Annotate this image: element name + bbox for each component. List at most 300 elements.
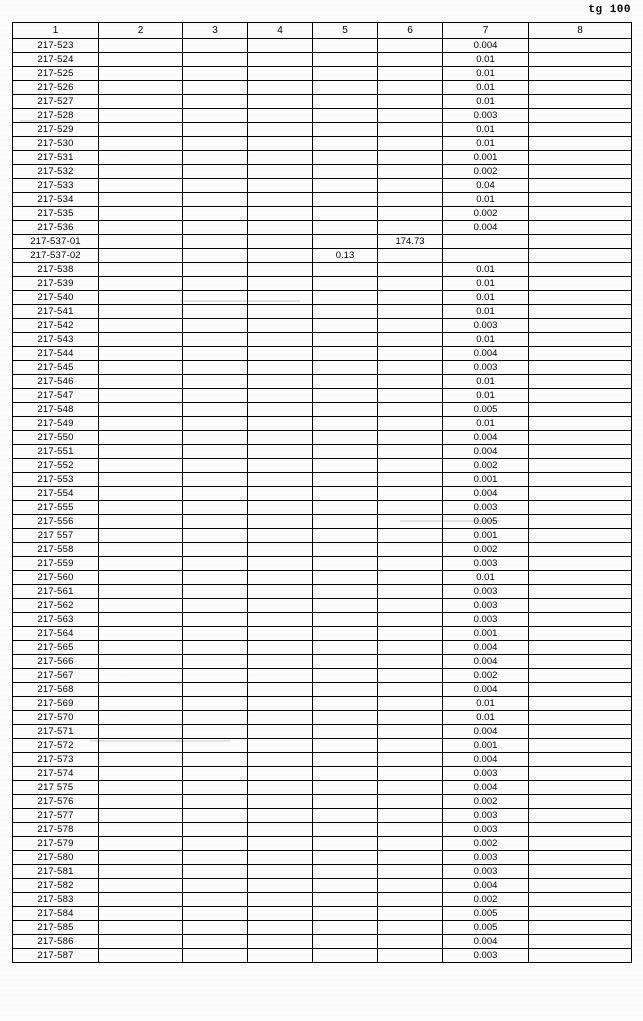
row-value-cell-5 bbox=[313, 865, 378, 879]
row-value-cell-4 bbox=[248, 277, 313, 291]
row-value-cell-7: 0.01 bbox=[443, 571, 529, 585]
row-value-cell-6 bbox=[378, 893, 443, 907]
table-row bbox=[13, 221, 632, 235]
row-value-cell-7: 0.005 bbox=[443, 921, 529, 935]
row-value-cell-4 bbox=[248, 473, 313, 487]
column-header-6: 6 bbox=[378, 23, 443, 39]
row-value-cell-4 bbox=[248, 907, 313, 921]
row-value-cell-8 bbox=[529, 95, 632, 109]
row-code-cell: 217-571 bbox=[13, 725, 99, 739]
row-value-cell-7: 0.003 bbox=[443, 599, 529, 613]
row-value-cell-8 bbox=[529, 431, 632, 445]
row-value-cell-3 bbox=[183, 67, 248, 81]
row-value-cell-2 bbox=[99, 487, 183, 501]
row-value-cell-8 bbox=[529, 641, 632, 655]
table-row bbox=[13, 837, 632, 851]
row-value-cell-2 bbox=[99, 529, 183, 543]
row-value-cell-8 bbox=[529, 851, 632, 865]
row-code-cell: 217-569 bbox=[13, 697, 99, 711]
row-value-cell-4 bbox=[248, 683, 313, 697]
row-code-cell: 217-565 bbox=[13, 641, 99, 655]
table-row bbox=[13, 781, 632, 795]
row-value-cell-4 bbox=[248, 851, 313, 865]
row-value-cell-4 bbox=[248, 109, 313, 123]
row-code-cell: 217-527 bbox=[13, 95, 99, 109]
row-value-cell-2 bbox=[99, 753, 183, 767]
row-value-cell-5 bbox=[313, 235, 378, 249]
row-value-cell-7: 0.004 bbox=[443, 445, 529, 459]
row-value-cell-7: 0.01 bbox=[443, 417, 529, 431]
row-value-cell-4 bbox=[248, 403, 313, 417]
row-value-cell-5 bbox=[313, 277, 378, 291]
row-value-cell-3 bbox=[183, 305, 248, 319]
row-value-cell-3 bbox=[183, 613, 248, 627]
row-value-cell-7: 0.01 bbox=[443, 123, 529, 137]
row-value-cell-2 bbox=[99, 599, 183, 613]
row-value-cell-3 bbox=[183, 81, 248, 95]
row-value-cell-8 bbox=[529, 361, 632, 375]
row-value-cell-2 bbox=[99, 515, 183, 529]
row-value-cell-8 bbox=[529, 557, 632, 571]
table-row bbox=[13, 641, 632, 655]
row-value-cell-2 bbox=[99, 333, 183, 347]
table-row bbox=[13, 529, 632, 543]
row-value-cell-8 bbox=[529, 235, 632, 249]
row-value-cell-6 bbox=[378, 361, 443, 375]
row-code-cell: 217-531 bbox=[13, 151, 99, 165]
row-value-cell-4 bbox=[248, 333, 313, 347]
row-value-cell-3 bbox=[183, 711, 248, 725]
row-value-cell-8 bbox=[529, 669, 632, 683]
row-value-cell-4 bbox=[248, 865, 313, 879]
row-value-cell-8 bbox=[529, 207, 632, 221]
row-value-cell-6 bbox=[378, 613, 443, 627]
row-value-cell-2 bbox=[99, 837, 183, 851]
row-value-cell-4 bbox=[248, 879, 313, 893]
row-value-cell-4 bbox=[248, 767, 313, 781]
row-value-cell-3 bbox=[183, 207, 248, 221]
row-value-cell-3 bbox=[183, 655, 248, 669]
row-value-cell-8 bbox=[529, 291, 632, 305]
row-value-cell-7: 0.002 bbox=[443, 837, 529, 851]
row-value-cell-7: 0.005 bbox=[443, 403, 529, 417]
row-value-cell-6 bbox=[378, 445, 443, 459]
row-value-cell-7: 0.005 bbox=[443, 907, 529, 921]
row-value-cell-3 bbox=[183, 795, 248, 809]
row-value-cell-7: 0.004 bbox=[443, 781, 529, 795]
row-value-cell-4 bbox=[248, 207, 313, 221]
row-value-cell-5 bbox=[313, 655, 378, 669]
table-body bbox=[13, 39, 632, 963]
row-value-cell-8 bbox=[529, 417, 632, 431]
row-value-cell-3 bbox=[183, 109, 248, 123]
row-value-cell-6 bbox=[378, 263, 443, 277]
table-row bbox=[13, 249, 632, 263]
row-code-cell: 217-546 bbox=[13, 375, 99, 389]
row-value-cell-4 bbox=[248, 823, 313, 837]
row-value-cell-6 bbox=[378, 683, 443, 697]
row-value-cell-4 bbox=[248, 921, 313, 935]
row-value-cell-3 bbox=[183, 823, 248, 837]
row-value-cell-7: 0.01 bbox=[443, 67, 529, 81]
row-value-cell-6 bbox=[378, 697, 443, 711]
row-value-cell-8 bbox=[529, 221, 632, 235]
row-value-cell-3 bbox=[183, 641, 248, 655]
row-value-cell-3 bbox=[183, 361, 248, 375]
row-value-cell-2 bbox=[99, 725, 183, 739]
row-value-cell-8 bbox=[529, 543, 632, 557]
row-code-cell: 217-583 bbox=[13, 893, 99, 907]
row-value-cell-2 bbox=[99, 655, 183, 669]
row-value-cell-8 bbox=[529, 67, 632, 81]
row-value-cell-8 bbox=[529, 193, 632, 207]
row-value-cell-2 bbox=[99, 795, 183, 809]
column-header-2: 2 bbox=[99, 23, 183, 39]
row-value-cell-5 bbox=[313, 459, 378, 473]
row-code-cell: 217-554 bbox=[13, 487, 99, 501]
row-value-cell-3 bbox=[183, 165, 248, 179]
row-value-cell-2 bbox=[99, 319, 183, 333]
row-value-cell-4 bbox=[248, 375, 313, 389]
table-row bbox=[13, 473, 632, 487]
row-value-cell-5 bbox=[313, 907, 378, 921]
row-value-cell-8 bbox=[529, 599, 632, 613]
row-value-cell-8 bbox=[529, 445, 632, 459]
row-value-cell-5 bbox=[313, 165, 378, 179]
row-value-cell-4 bbox=[248, 389, 313, 403]
row-code-cell: 217-578 bbox=[13, 823, 99, 837]
row-code-cell: 217-537-02 bbox=[13, 249, 99, 263]
row-value-cell-6 bbox=[378, 921, 443, 935]
row-value-cell-6 bbox=[378, 655, 443, 669]
row-value-cell-2 bbox=[99, 907, 183, 921]
row-code-cell: 217-562 bbox=[13, 599, 99, 613]
row-value-cell-2 bbox=[99, 39, 183, 53]
row-value-cell-2 bbox=[99, 865, 183, 879]
row-value-cell-7: 0.01 bbox=[443, 95, 529, 109]
table-row bbox=[13, 291, 632, 305]
row-value-cell-2 bbox=[99, 123, 183, 137]
row-value-cell-7: 0.003 bbox=[443, 361, 529, 375]
row-value-cell-2 bbox=[99, 95, 183, 109]
row-value-cell-4 bbox=[248, 753, 313, 767]
row-value-cell-5 bbox=[313, 333, 378, 347]
row-value-cell-4 bbox=[248, 711, 313, 725]
row-value-cell-3 bbox=[183, 851, 248, 865]
row-value-cell-5 bbox=[313, 347, 378, 361]
row-value-cell-5 bbox=[313, 193, 378, 207]
row-code-cell: 217-555 bbox=[13, 501, 99, 515]
table-row bbox=[13, 95, 632, 109]
row-value-cell-2 bbox=[99, 473, 183, 487]
row-value-cell-7: 0.004 bbox=[443, 221, 529, 235]
row-value-cell-2 bbox=[99, 627, 183, 641]
row-value-cell-7: 0.002 bbox=[443, 459, 529, 473]
row-value-cell-7 bbox=[443, 235, 529, 249]
table-row bbox=[13, 501, 632, 515]
row-value-cell-6 bbox=[378, 67, 443, 81]
row-value-cell-3 bbox=[183, 431, 248, 445]
row-code-cell: 217-576 bbox=[13, 795, 99, 809]
row-value-cell-5 bbox=[313, 557, 378, 571]
row-value-cell-4 bbox=[248, 151, 313, 165]
row-value-cell-7: 0.002 bbox=[443, 165, 529, 179]
row-value-cell-7: 0.002 bbox=[443, 795, 529, 809]
row-value-cell-8 bbox=[529, 753, 632, 767]
table-row bbox=[13, 865, 632, 879]
row-value-cell-2 bbox=[99, 361, 183, 375]
row-value-cell-5 bbox=[313, 669, 378, 683]
row-value-cell-5 bbox=[313, 599, 378, 613]
table-row bbox=[13, 879, 632, 893]
row-code-cell: 217-574 bbox=[13, 767, 99, 781]
row-value-cell-5 bbox=[313, 319, 378, 333]
row-value-cell-8 bbox=[529, 711, 632, 725]
row-value-cell-8 bbox=[529, 109, 632, 123]
table-row bbox=[13, 949, 632, 963]
row-value-cell-6 bbox=[378, 949, 443, 963]
row-value-cell-2 bbox=[99, 767, 183, 781]
row-value-cell-8 bbox=[529, 697, 632, 711]
row-value-cell-3 bbox=[183, 879, 248, 893]
row-value-cell-3 bbox=[183, 235, 248, 249]
row-value-cell-4 bbox=[248, 165, 313, 179]
row-code-cell: 217-580 bbox=[13, 851, 99, 865]
table-row bbox=[13, 81, 632, 95]
row-value-cell-2 bbox=[99, 305, 183, 319]
row-code-cell: 217-529 bbox=[13, 123, 99, 137]
row-value-cell-5 bbox=[313, 641, 378, 655]
row-value-cell-7: 0.002 bbox=[443, 207, 529, 221]
row-value-cell-4 bbox=[248, 893, 313, 907]
row-value-cell-6 bbox=[378, 641, 443, 655]
row-code-cell: 217-540 bbox=[13, 291, 99, 305]
row-value-cell-3 bbox=[183, 753, 248, 767]
row-value-cell-5 bbox=[313, 627, 378, 641]
row-value-cell-3 bbox=[183, 137, 248, 151]
row-value-cell-8 bbox=[529, 403, 632, 417]
row-value-cell-7: 0.01 bbox=[443, 137, 529, 151]
row-value-cell-7: 0.003 bbox=[443, 809, 529, 823]
row-value-cell-6 bbox=[378, 221, 443, 235]
row-value-cell-7: 0.004 bbox=[443, 753, 529, 767]
row-code-cell: 217-525 bbox=[13, 67, 99, 81]
row-value-cell-3 bbox=[183, 893, 248, 907]
row-value-cell-6 bbox=[378, 109, 443, 123]
row-value-cell-4 bbox=[248, 543, 313, 557]
table-row bbox=[13, 235, 632, 249]
row-value-cell-4 bbox=[248, 627, 313, 641]
row-code-cell: 217-584 bbox=[13, 907, 99, 921]
row-value-cell-2 bbox=[99, 851, 183, 865]
row-value-cell-3 bbox=[183, 375, 248, 389]
row-value-cell-7: 0.003 bbox=[443, 823, 529, 837]
row-value-cell-3 bbox=[183, 697, 248, 711]
row-code-cell: 217-530 bbox=[13, 137, 99, 151]
row-value-cell-4 bbox=[248, 347, 313, 361]
row-value-cell-8 bbox=[529, 151, 632, 165]
row-value-cell-2 bbox=[99, 81, 183, 95]
row-value-cell-7: 0.01 bbox=[443, 711, 529, 725]
row-value-cell-6 bbox=[378, 501, 443, 515]
row-value-cell-5 bbox=[313, 151, 378, 165]
table-row bbox=[13, 151, 632, 165]
row-value-cell-5 bbox=[313, 949, 378, 963]
row-code-cell: 217-559 bbox=[13, 557, 99, 571]
row-value-cell-7: 0.001 bbox=[443, 739, 529, 753]
row-code-cell: 217-552 bbox=[13, 459, 99, 473]
row-value-cell-6 bbox=[378, 165, 443, 179]
row-value-cell-6 bbox=[378, 879, 443, 893]
row-value-cell-4 bbox=[248, 641, 313, 655]
row-code-cell: 217-560 bbox=[13, 571, 99, 585]
row-value-cell-3 bbox=[183, 277, 248, 291]
row-value-cell-7: 0.005 bbox=[443, 515, 529, 529]
row-value-cell-7: 0.004 bbox=[443, 879, 529, 893]
row-value-cell-3 bbox=[183, 347, 248, 361]
row-value-cell-6 bbox=[378, 907, 443, 921]
column-header-1: 1 bbox=[13, 23, 99, 39]
row-value-cell-8 bbox=[529, 865, 632, 879]
row-value-cell-5 bbox=[313, 753, 378, 767]
row-value-cell-4 bbox=[248, 949, 313, 963]
row-value-cell-4 bbox=[248, 739, 313, 753]
row-value-cell-8 bbox=[529, 123, 632, 137]
row-value-cell-8 bbox=[529, 263, 632, 277]
row-value-cell-8 bbox=[529, 165, 632, 179]
row-code-cell: 217-564 bbox=[13, 627, 99, 641]
row-value-cell-2 bbox=[99, 711, 183, 725]
row-value-cell-5 bbox=[313, 95, 378, 109]
row-value-cell-8 bbox=[529, 907, 632, 921]
table-row bbox=[13, 767, 632, 781]
table-row bbox=[13, 361, 632, 375]
row-value-cell-4 bbox=[248, 795, 313, 809]
row-value-cell-2 bbox=[99, 151, 183, 165]
row-code-cell: 217-523 bbox=[13, 39, 99, 53]
row-code-cell: 217-534 bbox=[13, 193, 99, 207]
row-value-cell-6 bbox=[378, 725, 443, 739]
row-code-cell: 217-586 bbox=[13, 935, 99, 949]
table-row bbox=[13, 263, 632, 277]
row-value-cell-2 bbox=[99, 445, 183, 459]
row-value-cell-8 bbox=[529, 571, 632, 585]
row-value-cell-3 bbox=[183, 725, 248, 739]
row-value-cell-4 bbox=[248, 487, 313, 501]
data-table bbox=[12, 22, 632, 963]
row-value-cell-5 bbox=[313, 137, 378, 151]
row-value-cell-4 bbox=[248, 459, 313, 473]
row-value-cell-2 bbox=[99, 277, 183, 291]
row-code-cell: 217-567 bbox=[13, 669, 99, 683]
row-value-cell-3 bbox=[183, 193, 248, 207]
row-value-cell-5 bbox=[313, 529, 378, 543]
row-value-cell-6 bbox=[378, 739, 443, 753]
row-value-cell-7 bbox=[443, 249, 529, 263]
row-value-cell-6 bbox=[378, 207, 443, 221]
row-value-cell-8 bbox=[529, 935, 632, 949]
row-value-cell-5 bbox=[313, 711, 378, 725]
row-value-cell-4 bbox=[248, 529, 313, 543]
table-row bbox=[13, 403, 632, 417]
row-value-cell-3 bbox=[183, 515, 248, 529]
row-value-cell-5 bbox=[313, 613, 378, 627]
row-value-cell-7: 0.003 bbox=[443, 851, 529, 865]
row-value-cell-2 bbox=[99, 879, 183, 893]
row-value-cell-6 bbox=[378, 599, 443, 613]
row-value-cell-6 bbox=[378, 375, 443, 389]
row-value-cell-3 bbox=[183, 949, 248, 963]
row-value-cell-4 bbox=[248, 67, 313, 81]
row-value-cell-2 bbox=[99, 249, 183, 263]
row-value-cell-8 bbox=[529, 781, 632, 795]
row-value-cell-5 bbox=[313, 445, 378, 459]
row-value-cell-4 bbox=[248, 571, 313, 585]
row-value-cell-6 bbox=[378, 795, 443, 809]
table-row bbox=[13, 739, 632, 753]
row-code-cell: 217-553 bbox=[13, 473, 99, 487]
row-value-cell-7: 0.01 bbox=[443, 333, 529, 347]
row-value-cell-5 bbox=[313, 123, 378, 137]
row-value-cell-6 bbox=[378, 809, 443, 823]
row-value-cell-5 bbox=[313, 935, 378, 949]
row-value-cell-7: 0.004 bbox=[443, 935, 529, 949]
row-value-cell-2 bbox=[99, 235, 183, 249]
row-value-cell-4 bbox=[248, 445, 313, 459]
row-value-cell-5 bbox=[313, 893, 378, 907]
row-value-cell-4 bbox=[248, 585, 313, 599]
row-value-cell-5 bbox=[313, 837, 378, 851]
row-code-cell: 217-551 bbox=[13, 445, 99, 459]
row-value-cell-8 bbox=[529, 333, 632, 347]
row-value-cell-5 bbox=[313, 781, 378, 795]
row-value-cell-6 bbox=[378, 543, 443, 557]
row-value-cell-3 bbox=[183, 501, 248, 515]
table-row bbox=[13, 823, 632, 837]
row-value-cell-2 bbox=[99, 263, 183, 277]
row-value-cell-6 bbox=[378, 529, 443, 543]
column-header-4: 4 bbox=[248, 23, 313, 39]
row-value-cell-5 bbox=[313, 67, 378, 81]
row-value-cell-2 bbox=[99, 179, 183, 193]
row-value-cell-2 bbox=[99, 431, 183, 445]
row-value-cell-3 bbox=[183, 543, 248, 557]
row-value-cell-7: 0.004 bbox=[443, 487, 529, 501]
row-value-cell-3 bbox=[183, 417, 248, 431]
row-value-cell-5 bbox=[313, 179, 378, 193]
row-value-cell-2 bbox=[99, 137, 183, 151]
table-row bbox=[13, 305, 632, 319]
row-value-cell-3 bbox=[183, 291, 248, 305]
row-code-cell: 217-563 bbox=[13, 613, 99, 627]
row-code-cell: 217-539 bbox=[13, 277, 99, 291]
row-value-cell-8 bbox=[529, 389, 632, 403]
row-code-cell: 217 575 bbox=[13, 781, 99, 795]
row-value-cell-8 bbox=[529, 81, 632, 95]
row-value-cell-5 bbox=[313, 501, 378, 515]
row-value-cell-5 bbox=[313, 921, 378, 935]
row-value-cell-2 bbox=[99, 697, 183, 711]
row-value-cell-4 bbox=[248, 193, 313, 207]
row-value-cell-2 bbox=[99, 921, 183, 935]
row-value-cell-4 bbox=[248, 179, 313, 193]
table-row bbox=[13, 445, 632, 459]
row-value-cell-4 bbox=[248, 501, 313, 515]
row-value-cell-5 bbox=[313, 585, 378, 599]
row-value-cell-7: 0.004 bbox=[443, 683, 529, 697]
row-value-cell-4 bbox=[248, 361, 313, 375]
row-value-cell-8 bbox=[529, 347, 632, 361]
